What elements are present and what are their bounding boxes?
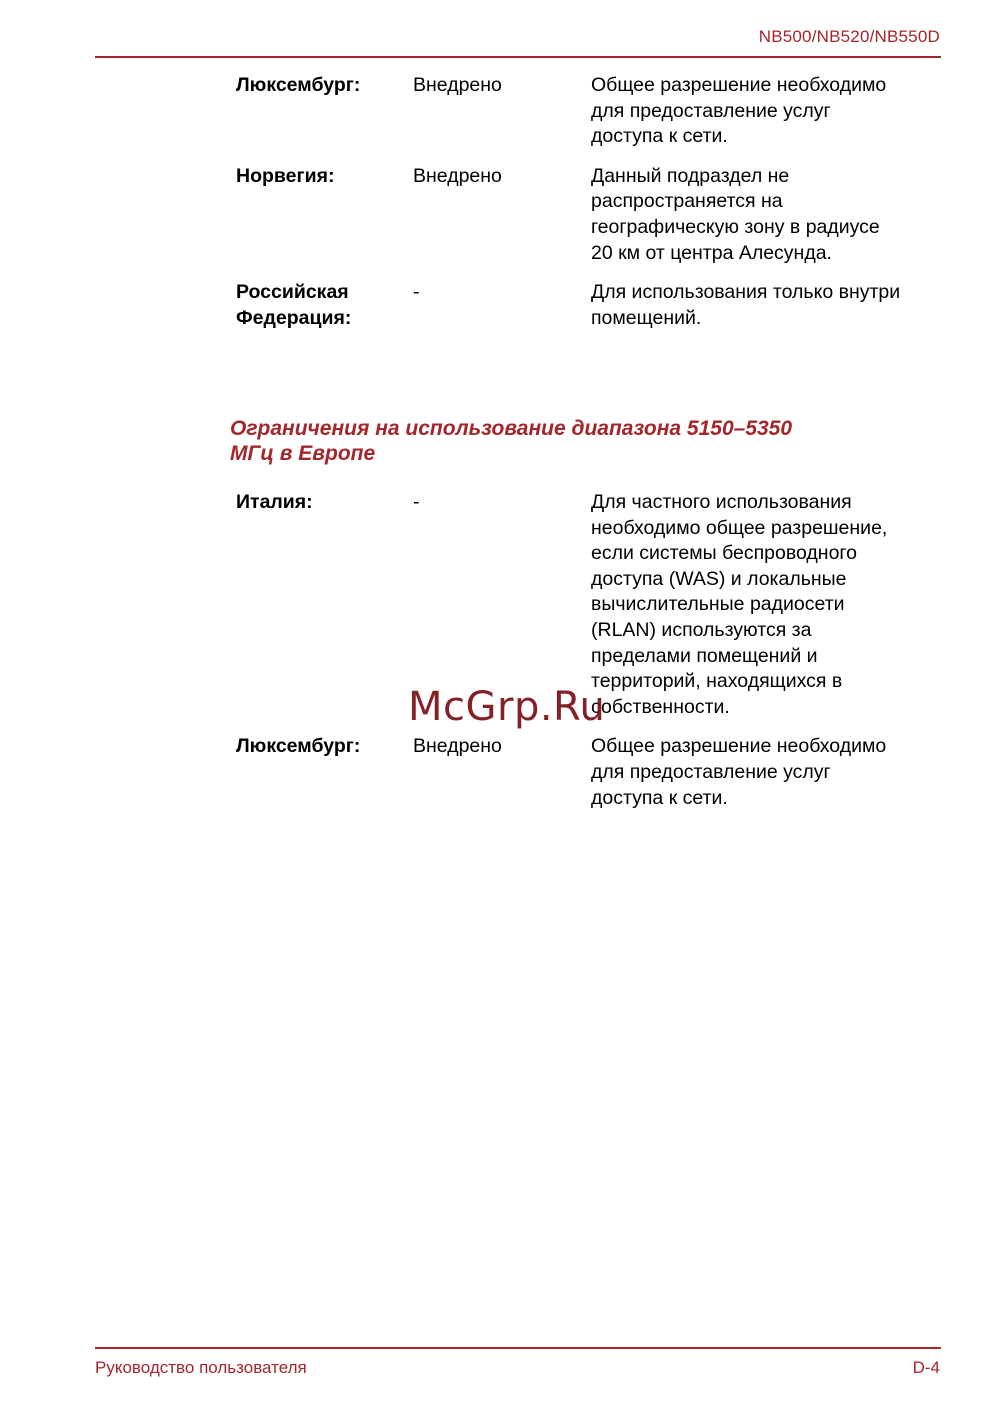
status-cell: -	[413, 491, 420, 513]
note-line: пределами помещений и	[591, 644, 818, 667]
note-line: доступа к сети.	[591, 786, 728, 809]
note-line: собственности.	[591, 695, 730, 718]
table-row	[236, 280, 946, 331]
status-cell: Внедрено	[413, 164, 502, 187]
note-line: для предоставление услуг	[591, 760, 831, 783]
note-line: необходимо общее разрешение,	[591, 516, 888, 539]
country-line: Российская	[236, 281, 349, 304]
note-cell	[591, 73, 946, 150]
country-line: Федерация:	[236, 306, 352, 329]
country-cell	[236, 280, 413, 331]
note-line: территорий, находящихся в	[591, 670, 843, 693]
note-line: Общее разрешение необходимо	[591, 74, 887, 96]
note-line: распространяется на	[591, 190, 783, 213]
note-cell	[591, 164, 946, 266]
country-line: Норвегия:	[236, 164, 335, 187]
status-cell: -	[413, 281, 420, 304]
note-line: доступа к сети.	[591, 125, 728, 148]
section-heading-line: Ограничения на использование диапазона 5150–5350	[230, 417, 793, 440]
country-cell	[236, 490, 413, 720]
header-model-name: NB500/NB520/NB550D	[758, 27, 940, 46]
regulation-table-1	[236, 73, 946, 331]
note-line: доступа (WAS) и локальные	[591, 567, 847, 590]
note-cell	[591, 490, 946, 720]
country-cell	[236, 164, 413, 266]
note-line: географическую зону в радиусе	[591, 215, 880, 238]
footer-title: Руководство пользователя	[95, 1358, 307, 1377]
country-cell	[236, 734, 413, 811]
table-row	[236, 164, 946, 266]
regulation-table-2	[236, 490, 946, 811]
footer-rule	[95, 1347, 941, 1349]
note-line: для предоставление услуг	[591, 99, 831, 122]
note-line: Для частного использования	[591, 491, 852, 513]
note-cell	[591, 280, 946, 331]
country-line: Италия:	[236, 491, 313, 513]
status-cell: Внедрено	[413, 735, 502, 758]
note-cell	[591, 734, 946, 811]
note-line: Для использования только внутри	[591, 281, 901, 304]
note-line: если системы беспроводного	[591, 542, 857, 565]
country-cell	[236, 73, 413, 150]
status-cell: Внедрено	[413, 74, 502, 96]
header-rule	[95, 56, 941, 58]
table-row	[236, 73, 946, 150]
note-line: помещений.	[591, 306, 702, 329]
page-number: D-4	[912, 1358, 940, 1377]
country-line: Люксембург:	[236, 735, 361, 758]
table-row	[236, 734, 946, 811]
note-line: вычислительные радиосети	[591, 593, 845, 616]
section-heading	[230, 416, 930, 466]
note-line: (RLAN) используются за	[591, 618, 812, 641]
watermark-text: McGrp.Ru	[408, 684, 606, 730]
section-heading-line: МГц в Европе	[230, 442, 376, 465]
note-line: Данный подраздел не	[591, 164, 790, 187]
note-line: 20 км от центра Алесунда.	[591, 241, 832, 264]
country-line: Люксембург:	[236, 74, 361, 96]
note-line: Общее разрешение необходимо	[591, 735, 887, 758]
